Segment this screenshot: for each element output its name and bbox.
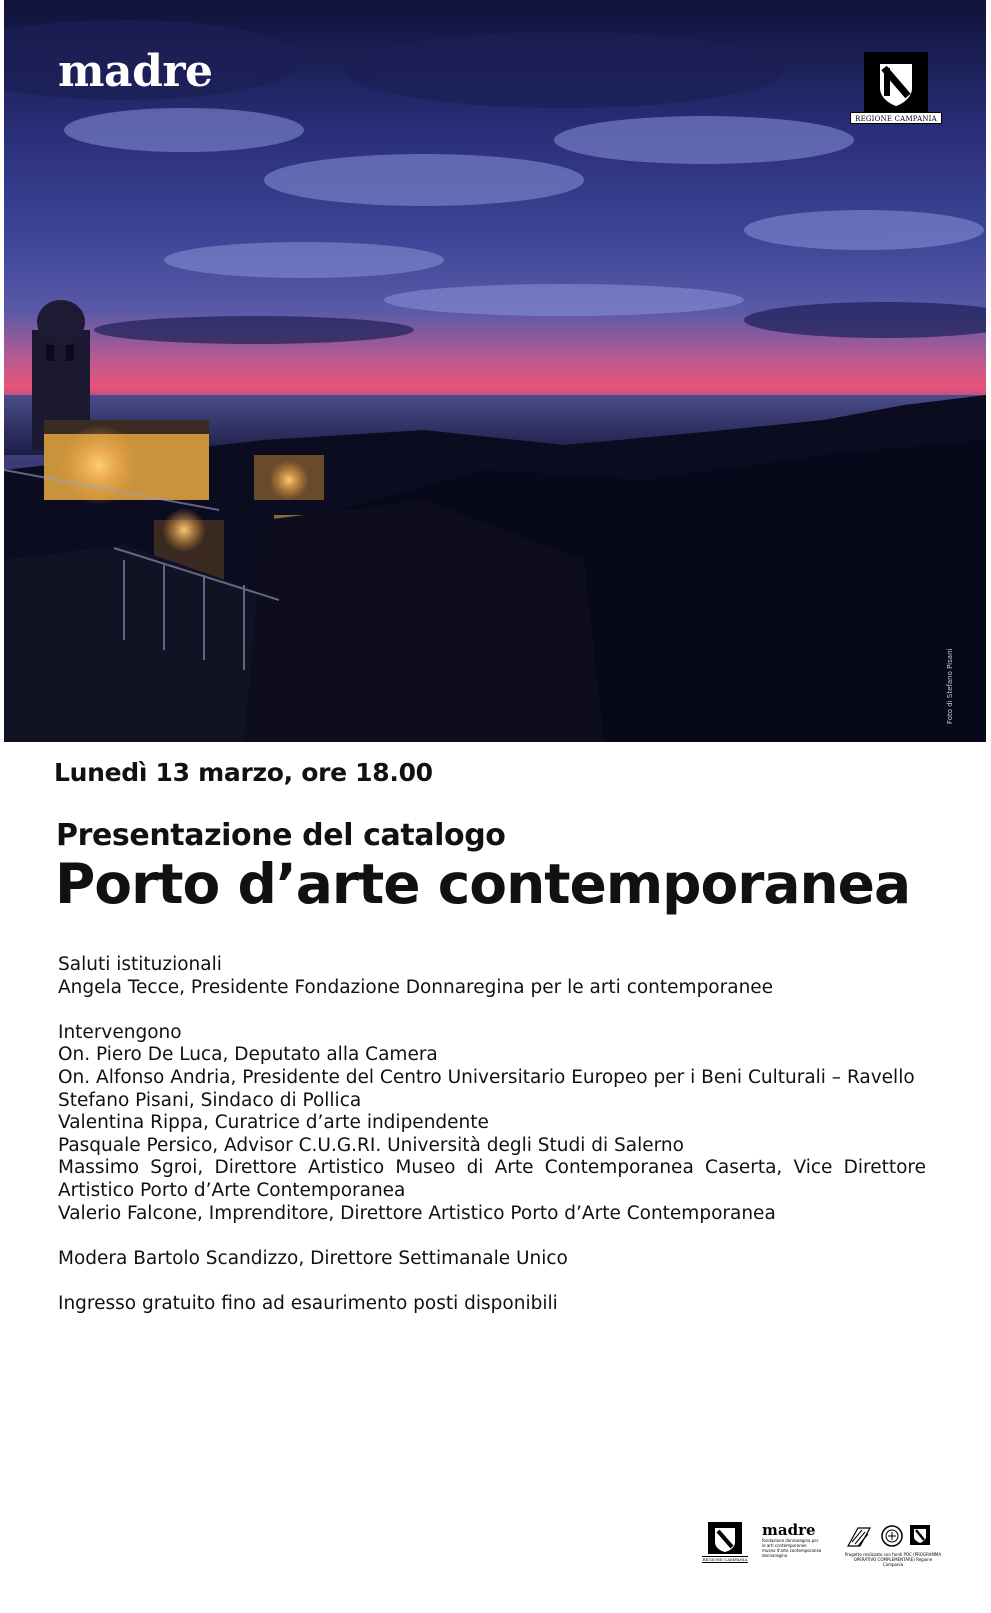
regione-campania-emblem-icon xyxy=(862,50,930,116)
regione-campania-label: REGIONE CAMPANIA xyxy=(850,112,942,124)
funding-emblems-icon xyxy=(844,1522,942,1550)
speaker-item: On. Piero De Luca, Deputato alla Camera xyxy=(58,1044,438,1066)
speaker-item: Pasquale Persico, Advisor C.U.G.RI. Università degli Studi di Salerno xyxy=(58,1134,684,1156)
footer-regione-campania-logo xyxy=(702,1522,748,1568)
event-subtitle: Presentazione del catalogo xyxy=(56,818,506,853)
speaker-item: Massimo Sgroi, Direttore Artistico Museo di Arte Contemporanea Caserta, Vice Direttore Artistico Porto d’Arte Contemporanea xyxy=(58,1157,926,1201)
footer-region-label: REGIONE CAMPANIA xyxy=(702,1557,748,1562)
footer-logos xyxy=(702,1522,942,1568)
funding-text: Progetto realizzato con fondi POC (PROGRAMMA OPERATIVO COMPLEMENTARE) Regione Campania xyxy=(844,1552,942,1567)
speaker-item: Valerio Falcone, Imprenditore, Direttore Artistico Porto d’Arte Contemporanea xyxy=(58,1202,776,1224)
footer-madre-line1: fondazione donnaregina per le arti contemporanee xyxy=(762,1538,819,1548)
moderator: Modera Bartolo Scandizzo, Direttore Settimanale Unico xyxy=(58,1247,568,1269)
republic-emblem-icon xyxy=(882,1526,902,1546)
madre-logo: madre xyxy=(58,46,213,97)
greetings-heading: Saluti istituzionali xyxy=(58,954,222,975)
greetings-speaker: Angela Tecce, Presidente Fondazione Donnaregina per le arti contemporanee xyxy=(58,976,774,998)
footer-madre-line2: museo d'arte contemporanea donnaregina xyxy=(762,1548,822,1558)
eu-flag-icon xyxy=(848,1528,870,1546)
regione-campania-emblem-icon xyxy=(702,1522,748,1556)
regione-campania-badge xyxy=(855,50,937,134)
footer-madre-word: madre xyxy=(762,1521,816,1539)
event-date: Lunedì 13 marzo, ore 18.00 xyxy=(54,758,433,787)
admission-note: Ingresso gratuito fino ad esaurimento posti disponibili xyxy=(58,1292,558,1314)
hero-photo xyxy=(4,0,986,742)
footer-funding-logos xyxy=(844,1522,942,1568)
landscape-illustration xyxy=(4,0,986,742)
footer-madre-logo xyxy=(762,1522,822,1558)
program-text xyxy=(58,954,926,1316)
speaker-item: Valentina Rippa, Curatrice d’arte indipendente xyxy=(58,1112,489,1134)
speakers-heading: Intervengono xyxy=(58,1021,182,1043)
speaker-item: Stefano Pisani, Sindaco di Pollica xyxy=(58,1089,362,1111)
photo-credit: Foto di Stefano Pisani xyxy=(946,648,954,724)
region-small-emblem-icon xyxy=(910,1525,930,1545)
event-title: Porto d’arte contemporanea xyxy=(55,852,911,916)
speaker-item: On. Alfonso Andria, Presidente del Centro Universitario Europeo per i Beni Culturali – Ravello xyxy=(58,1066,915,1088)
